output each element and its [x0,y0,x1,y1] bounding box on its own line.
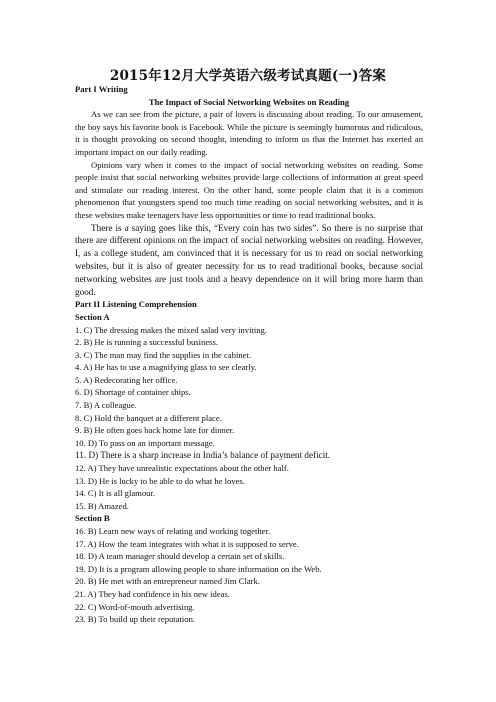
section-b-heading: Section B [75,513,110,524]
section-a-heading: Section A [75,311,110,322]
section-a-answer-item: 8. C) Hold the banquet at a different place. [75,412,222,423]
section-b-answer-item: 20. B) He met with an entrepreneur named Jim Clark. [75,576,260,587]
section-a-answer-item: 1. C) The dressing makes the mixed salad very inviting. [75,324,267,335]
section-a-answer-item: 6. D) Shortage of container ships. [75,387,191,398]
section-a-answer-item: 12. A) They have unrealistic expectations about the other half. [75,463,289,474]
essay-paragraph-2: Opinions vary when it comes to the impact of social networking websites on reading. Some people insist that social networking websites provide large collections of information at great speed and stimulate our reading interest. On the other hand, some people claim that it is a common phenomenon that youngsters spend too much time reading on social networking websites, and it is these websites make teenagers have less opportunities or time to read traditional books. [75,159,423,220]
section-a-answer-item: 15. B) Amazed. [75,500,129,511]
section-b-answer-item: 21. A) They had confidence in his new ideas. [75,588,230,599]
section-b-answer-item: 17. A) How the team integrates with what it is supposed to serve. [75,538,299,549]
essay-title: The Impact of Social Networking Websites on Reading [148,96,350,107]
section-a-answer-item: 13. D) He is lucky to be able to do what he loves. [75,475,245,486]
section-a-answer-item: 2. B) He is running a successful business. [75,337,218,348]
part2-heading: Part II Listening Comprehension [75,299,197,310]
section-a-answer-item: 5. A) Redecorating her office. [75,374,178,385]
document-body [75,83,423,626]
section-b-answer-item: 22. C) Word-of-mouth advertising. [75,601,195,612]
section-a-answer-item: 11. D) There is a sharp increase in India’s balance of payment deficit. [75,450,331,461]
section-a-answer-item: 10. D) To pass on an important message. [75,437,215,448]
essay-paragraph-3: There is a saying goes like this, “Every coin has two sides”. So there is no surprise that there are different opinions on the impact of social networking websites on reading. However, I, as a college student, am convinced that it is necessary for us to read on social networking websites, but it is also of greater necessity for us to read traditional books, because social networking websites are just tools and a heavy dependence on it will bring more harm than good. [75,222,423,297]
essay-paragraph-1: As we can see from the picture, a pair of lovers is discussing about reading. To our amusement, the boy says his favorite book is Facebook. While the picture is seemingly humorous and ridiculous, it is thought provoking on second thought, intending to inform us that the Internet has exerted an important impact on our daily reading. [75,109,423,157]
page-title: 2015年12月大学英语六级考试真题(一)答案 [109,68,387,84]
section-a-answer-item: 4. A) He has to use a magnifying glass to see clearly. [75,362,257,373]
section-b-answers [75,525,423,626]
part1-heading: Part I Writing [75,84,128,94]
section-a-answer-item: 14. C) It is all glamour. [75,488,155,499]
section-b-answer-item: 23. B) To build up their reputation. [75,614,196,625]
section-a-answer-item: 7. B) A colleague. [75,400,137,411]
section-b-answer-item: 18. D) A team manager should develop a certain set of skills. [75,551,285,562]
section-a-answer-item: 3. C) The man may find the supplies in the cabinet. [75,349,251,360]
section-a-answers [75,324,423,513]
section-b-answer-item: 16. B) Learn new ways of relating and working together. [75,526,270,536]
section-b-answer-item: 19. D) It is a program allowing people to share information on the Web. [75,563,322,574]
section-a-answer-item: 9. B) He often goes back home late for dinner. [75,425,235,436]
